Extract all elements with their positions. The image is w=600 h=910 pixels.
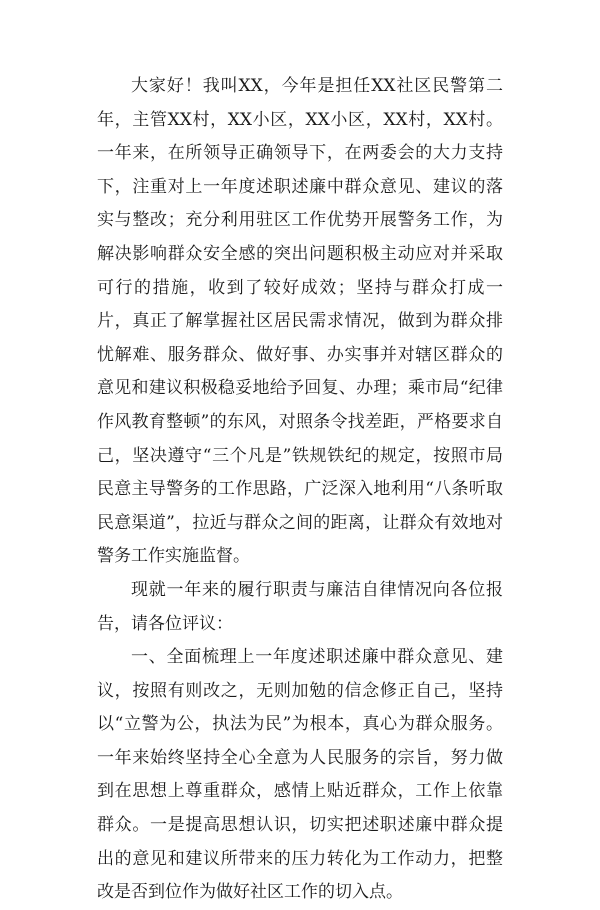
paragraph-report: 现就一年来的履行职责与廉洁自律情况向各位报告，请各位评议： xyxy=(97,579,503,634)
document-body xyxy=(97,70,503,910)
paragraph-intro: 大家好！我叫XX，今年是担任XX社区民警第二年，主管XX村，XX小区，XX小区，XX村，XX村。一年来，在所领导正确领导下，在两委会的大力支持下，注重对上一年度述职述廉中群众意见、建议的落实与整改；充分利用驻区工作优势开展警务工作，为解决影响群众安全感的突出问题积极主动应对并采取可行的措施，收到了较好成效；坚持与群众打成一片，真正了解掌握社区居民需求情况，做到为群众排忧解难、服务群众、做好事、办实事并对辖区群众的意见和建议积极稳妥地给予回复、办理；乘市局“纪律作风教育整顿”的东风，对照条令找差距，严格要求自己，坚决遵守“三个凡是”铁规铁纪的规定，按照市局民意主导警务的工作思路，广泛深入地利用“八条听取民意渠道”，拉近与群众之间的距离，让群众有效地对警务工作实施监督。 xyxy=(97,76,503,567)
paragraph-section-one: 一、全面梳理上一年度述职述廉中群众意见、建议，按照有则改之，无则加勉的信念修正自己，坚持以“立警为公，执法为民”为根本，真心为群众服务。一年来始终坚持全心全意为人民服务的宗旨，努力做到在思想上尊重群众，感情上贴近群众，工作上依靠群众。一是提高思想认识，切实把述职述廉中群众提出的意见和建议所带来的压力转化为工作动力，把整改是否到位作为做好社区工作的切入点。 xyxy=(97,647,503,903)
